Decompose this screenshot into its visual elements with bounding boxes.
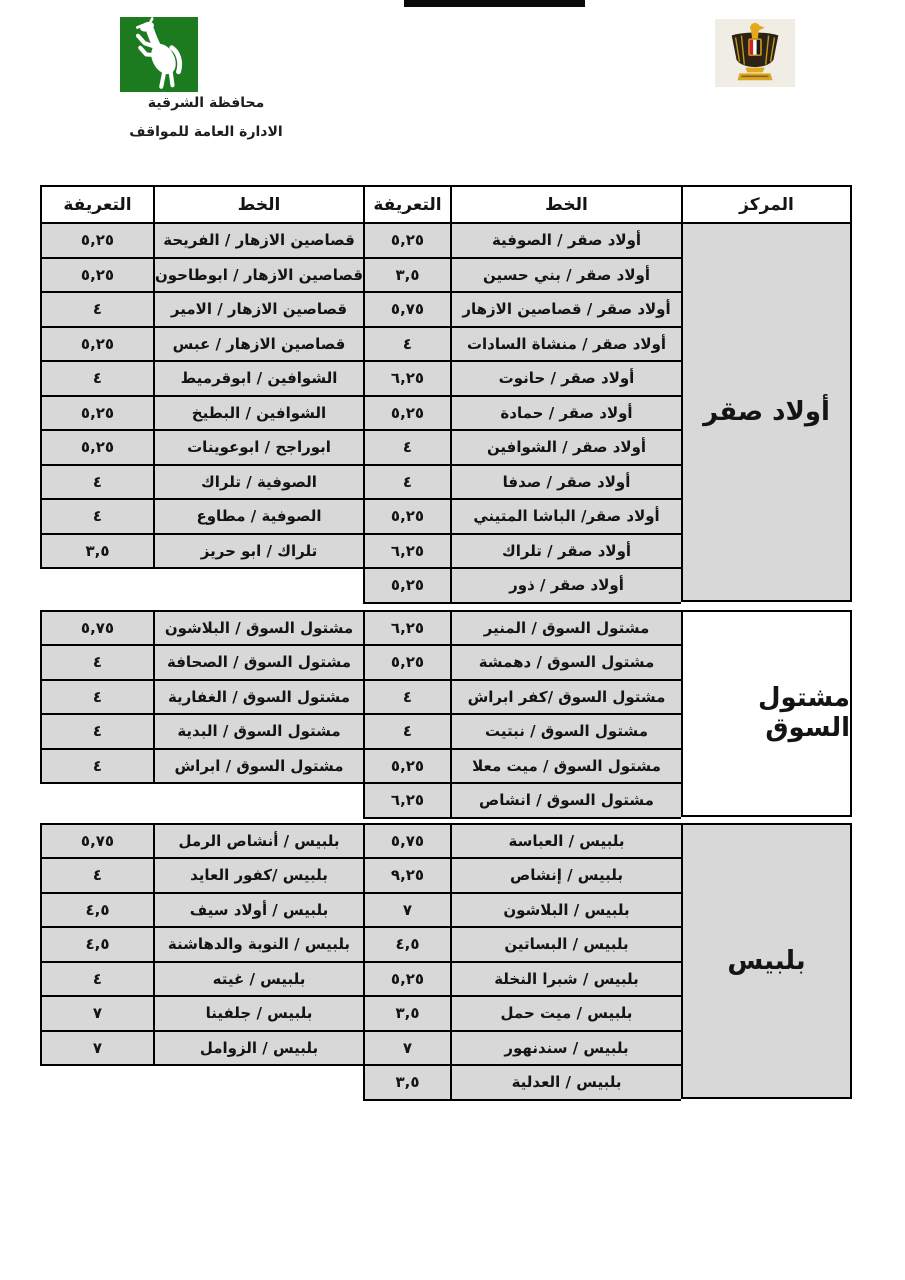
table-row	[363, 748, 681, 783]
fare-cell: ٤	[363, 429, 450, 464]
fare-cell: ٥,٢٥	[40, 326, 153, 361]
table-row	[363, 823, 681, 858]
table-row	[363, 857, 681, 892]
line-cell: أولاد صقر / حانوت	[450, 360, 681, 395]
table-row	[363, 892, 681, 927]
fare-cell: ٩,٢٥	[363, 857, 450, 892]
fare-cell: ٥,٢٥	[363, 567, 450, 602]
fare-cell: ٥,٢٥	[363, 395, 450, 430]
line-cell: مشتول السوق / البلاشون	[153, 610, 363, 645]
table-row	[363, 533, 681, 568]
line-cell: بلبيس /كفور العايد	[153, 857, 363, 892]
table-row	[40, 892, 363, 927]
line-cell: أولاد صقر / منشاة السادات	[450, 326, 681, 361]
line-cell: أولاد صقر / حمادة	[450, 395, 681, 430]
center-label: أولاد صقر	[703, 396, 830, 427]
fare-cell: ٤,٥	[363, 926, 450, 961]
fare-cell: ٥,٧٥	[363, 291, 450, 326]
line-cell: مشتول السوق /كفر ابراش	[450, 679, 681, 714]
table-row	[40, 360, 363, 395]
table-row	[363, 567, 681, 602]
line-cell: الشوافين / ابوقرميط	[153, 360, 363, 395]
line-cell: مشتول السوق / البدية	[153, 713, 363, 748]
egypt-eagle-emblem	[715, 19, 795, 87]
table-row	[363, 257, 681, 292]
line-cell: الشوافين / البطيخ	[153, 395, 363, 430]
line-cell: مشتول السوق / ابراش	[153, 748, 363, 783]
fare-cell: ٤	[40, 498, 153, 533]
line-cell: الصوفية / تلراك	[153, 464, 363, 499]
table-row	[40, 823, 363, 858]
header-line-primary: الخط	[450, 185, 681, 222]
table-row	[363, 995, 681, 1030]
fare-cell: ٥,٢٥	[363, 748, 450, 783]
table-row	[40, 713, 363, 748]
line-cell: أولاد صقر / قصاصين الازهار	[450, 291, 681, 326]
horse-icon	[120, 17, 198, 92]
line-cell: بلبيس / البلاشون	[450, 892, 681, 927]
table-row	[363, 610, 681, 645]
line-cell: قصاصين الازهار / عبس	[153, 326, 363, 361]
table-row	[40, 395, 363, 430]
dept-name: الادارة العامة للمواقف	[129, 124, 283, 140]
fare-cell: ٤	[40, 679, 153, 714]
org-name: محافظة الشرقية	[147, 95, 265, 111]
sharqia-governorate-logo	[120, 17, 198, 92]
line-cell: بلبيس / غيته	[153, 961, 363, 996]
primary-lines-stack	[363, 222, 681, 604]
table-row	[40, 222, 363, 257]
table-row	[40, 257, 363, 292]
table-row	[40, 1030, 363, 1065]
fare-table	[40, 185, 852, 1099]
line-cell: بلبيس / الزوامل	[153, 1030, 363, 1065]
line-cell: مشتول السوق / المنير	[450, 610, 681, 645]
fare-cell: ٥,٢٥	[363, 961, 450, 996]
fare-cell: ٤	[363, 679, 450, 714]
fare-cell: ٤	[40, 713, 153, 748]
line-cell: قصاصين الازهار / الامير	[153, 291, 363, 326]
table-row	[40, 995, 363, 1030]
center-section	[40, 823, 852, 1099]
fare-cell: ٤	[40, 748, 153, 783]
fare-cell: ٤	[40, 291, 153, 326]
line-cell: أولاد صقر / الصوفية	[450, 222, 681, 257]
table-row	[363, 395, 681, 430]
table-row	[40, 857, 363, 892]
table-row	[363, 961, 681, 996]
line-cell: أولاد صقر / ذور	[450, 567, 681, 602]
center-cell	[681, 222, 852, 602]
table-row	[363, 291, 681, 326]
center-label: بلبيس	[727, 945, 806, 976]
fare-cell: ٥,٢٥	[363, 644, 450, 679]
table-row	[363, 1030, 681, 1065]
table-row	[363, 782, 681, 817]
line-cell: بلبيس / جلفينا	[153, 995, 363, 1030]
table-row	[40, 533, 363, 568]
fare-cell: ٥,٢٥	[40, 222, 153, 257]
line-cell: أولاد صقر/ الباشا المتيني	[450, 498, 681, 533]
line-cell: بلبيس / أنشاص الرمل	[153, 823, 363, 858]
table-row	[40, 961, 363, 996]
table-row	[40, 748, 363, 783]
line-cell: تلراك / ابو حريز	[153, 533, 363, 568]
table-row	[40, 679, 363, 714]
fare-cell: ٣,٥	[363, 995, 450, 1030]
table-row	[363, 644, 681, 679]
primary-lines-stack	[363, 823, 681, 1101]
fare-cell: ٤	[40, 961, 153, 996]
fare-cell: ٧	[40, 1030, 153, 1065]
table-row	[40, 610, 363, 645]
table-row	[40, 498, 363, 533]
table-header-row	[40, 185, 852, 222]
fare-cell: ٤	[363, 464, 450, 499]
secondary-lines-stack	[40, 823, 363, 1067]
table-row	[363, 713, 681, 748]
line-cell: بلبيس / إنشاص	[450, 857, 681, 892]
primary-lines-stack	[363, 610, 681, 819]
line-cell: بلبيس / أولاد سيف	[153, 892, 363, 927]
table-row	[40, 926, 363, 961]
table-row	[363, 464, 681, 499]
line-cell: مشتول السوق / انشاص	[450, 782, 681, 817]
fare-cell: ٤,٥	[40, 892, 153, 927]
center-section	[40, 222, 852, 602]
table-row	[40, 291, 363, 326]
fare-cell: ٦,٢٥	[363, 360, 450, 395]
fare-cell: ٦,٢٥	[363, 533, 450, 568]
secondary-lines-stack	[40, 222, 363, 569]
header-center: المركز	[681, 185, 852, 222]
table-row	[40, 429, 363, 464]
line-cell: مشتول السوق / الصحافة	[153, 644, 363, 679]
fare-cell: ٤,٥	[40, 926, 153, 961]
line-cell: أولاد صقر / الشوافين	[450, 429, 681, 464]
table-row	[363, 360, 681, 395]
table-row	[363, 498, 681, 533]
fare-cell: ٦,٢٥	[363, 610, 450, 645]
fare-cell: ٤	[40, 360, 153, 395]
table-body	[40, 222, 852, 1099]
center-section	[40, 610, 852, 817]
line-cell: ابوراجح / ابوعوينات	[153, 429, 363, 464]
fare-cell: ٥,٢٥	[363, 498, 450, 533]
line-cell: بلبيس / البساتين	[450, 926, 681, 961]
table-row	[363, 1064, 681, 1099]
fare-cell: ٥,٧٥	[40, 610, 153, 645]
center-label: مشتول السوق	[757, 683, 850, 743]
line-cell: مشتول السوق / دهمشة	[450, 644, 681, 679]
fare-cell: ٥,٧٥	[363, 823, 450, 858]
fare-cell: ٤	[40, 857, 153, 892]
center-cell	[681, 823, 852, 1099]
line-cell: أولاد صقر / بني حسين	[450, 257, 681, 292]
header-fare-primary: التعريفة	[363, 185, 450, 222]
line-cell: أولاد صقر / صدفا	[450, 464, 681, 499]
line-cell: مشتول السوق / نبتيت	[450, 713, 681, 748]
fare-cell: ٥,٢٥	[40, 429, 153, 464]
line-cell: قصاصين الازهار / ابوطاحون	[153, 257, 363, 292]
fare-cell: ٤	[40, 644, 153, 679]
header-line-secondary: الخط	[153, 185, 363, 222]
line-cell: أولاد صقر / تلراك	[450, 533, 681, 568]
table-row	[363, 926, 681, 961]
fare-cell: ٥,٢٥	[40, 395, 153, 430]
table-row	[363, 679, 681, 714]
fare-cell: ٣,٥	[363, 1064, 450, 1099]
line-cell: بلبيس / العباسة	[450, 823, 681, 858]
line-cell: بلبيس / العدلية	[450, 1064, 681, 1099]
fare-cell: ٣,٥	[40, 533, 153, 568]
line-cell: بلبيس / ميت حمل	[450, 995, 681, 1030]
secondary-lines-stack	[40, 610, 363, 785]
table-row	[363, 222, 681, 257]
line-cell: بلبيس / شبرا النخلة	[450, 961, 681, 996]
fare-cell: ٧	[363, 1030, 450, 1065]
line-cell: مشتول السوق / الغفارية	[153, 679, 363, 714]
table-row	[40, 644, 363, 679]
header-fare-secondary: التعريفة	[40, 185, 153, 222]
fare-cell: ٣,٥	[363, 257, 450, 292]
scan-artifact-strip	[404, 0, 585, 7]
fare-cell: ٧	[40, 995, 153, 1030]
line-cell: بلبيس / سندنهور	[450, 1030, 681, 1065]
fare-cell: ٥,٢٥	[40, 257, 153, 292]
fare-cell: ٥,٧٥	[40, 823, 153, 858]
table-row	[363, 429, 681, 464]
eagle-icon	[715, 19, 795, 87]
fare-cell: ٤	[363, 713, 450, 748]
line-cell: بلبيس / النوبة والدهاشنة	[153, 926, 363, 961]
fare-cell: ٧	[363, 892, 450, 927]
fare-cell: ٤	[363, 326, 450, 361]
center-cell	[681, 610, 852, 817]
fare-cell: ٥,٢٥	[363, 222, 450, 257]
fare-cell: ٦,٢٥	[363, 782, 450, 817]
fare-cell: ٤	[40, 464, 153, 499]
line-cell: مشتول السوق / ميت معلا	[450, 748, 681, 783]
table-row	[363, 326, 681, 361]
line-cell: الصوفية / مطاوع	[153, 498, 363, 533]
table-row	[40, 464, 363, 499]
table-row	[40, 326, 363, 361]
line-cell: قصاصين الازهار / الفريحة	[153, 222, 363, 257]
